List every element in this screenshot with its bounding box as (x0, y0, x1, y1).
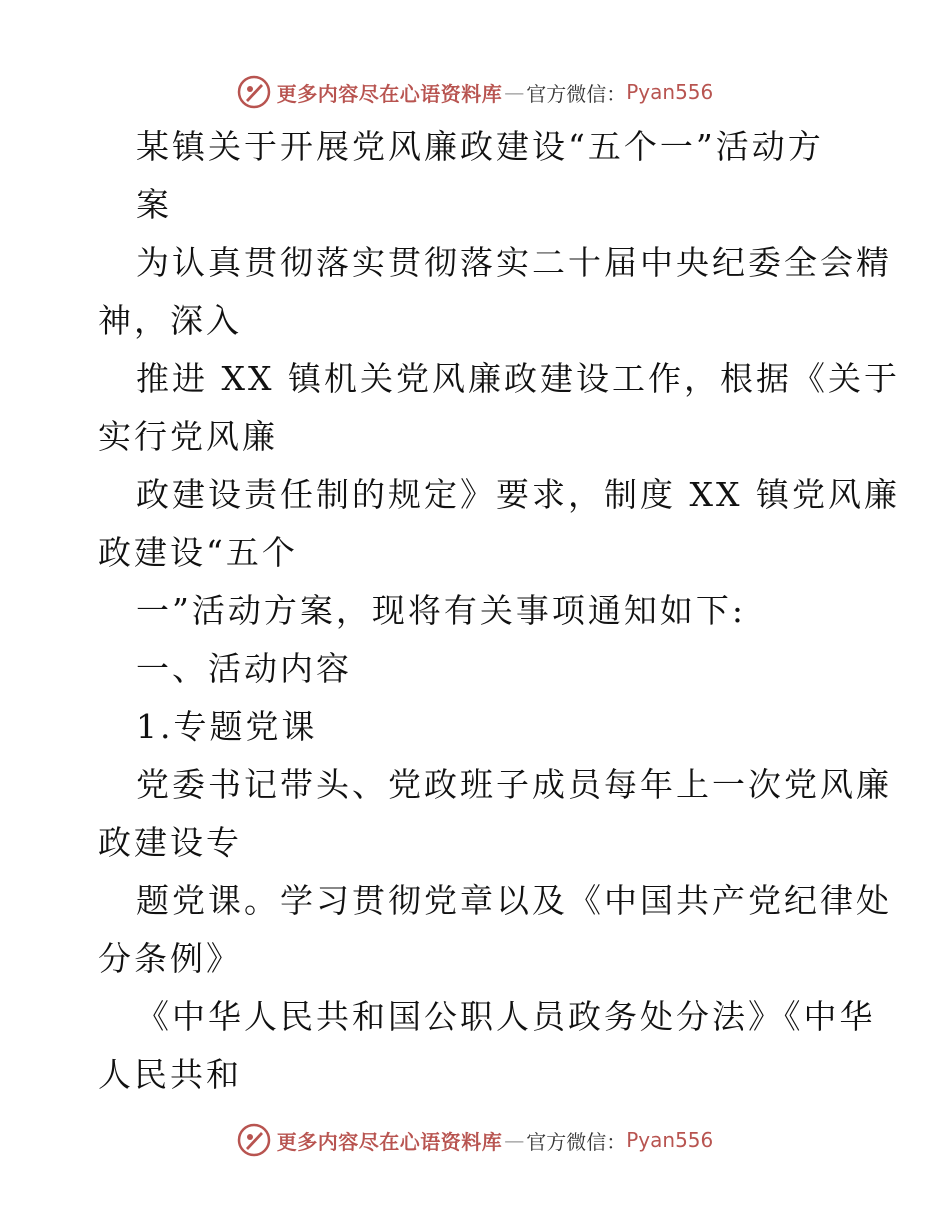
watermark-id: Pyan556 (626, 1128, 714, 1152)
watermark-brand: 更多内容尽在心语资料库 (276, 1129, 503, 1154)
document-line: 实行党风廉 (98, 417, 278, 456)
watermark-label: 官方微信： (526, 81, 627, 106)
watermark-dash: — (504, 80, 525, 104)
document-line: 案 (136, 185, 172, 224)
watermark-brand: 更多内容尽在心语资料库 (276, 81, 503, 106)
document-line: 一、活动内容 (136, 649, 352, 688)
watermark-label: 官方微信： (526, 1129, 627, 1154)
document-line: 神，深入 (98, 301, 242, 340)
document-line: 《中华人民共和国公职人员政务处分法》《中华 (136, 997, 876, 1036)
document-body (98, 118, 900, 1104)
document-line: 分条例》 (98, 939, 242, 978)
document-line: 人民共和 (98, 1055, 242, 1094)
header-watermark (0, 70, 950, 114)
document-line: 党委书记带头、党政班子成员每年上一次党风廉 (136, 765, 892, 804)
quill-logo-icon (237, 1123, 271, 1157)
footer-watermark (0, 1118, 950, 1162)
document-line: 题党课。学习贯彻党章以及《中国共产党纪律处 (136, 881, 892, 920)
watermark-dash: — (504, 1128, 525, 1152)
document-line: 政建设责任制的规定》要求，制度 XX 镇党风廉 (136, 475, 900, 514)
document-line: 推进 XX 镇机关党风廉政建设工作，根据《关于 (136, 359, 900, 398)
document-line: 一”活动方案，现将有关事项通知如下: (136, 591, 746, 630)
document-line: 为认真贯彻落实贯彻落实二十届中央纪委全会精 (136, 243, 892, 282)
document-line: 政建设“五个 (98, 533, 298, 572)
document-line: 1.专题党课 (136, 707, 318, 746)
document-line: 政建设专 (98, 823, 242, 862)
watermark-id: Pyan556 (626, 80, 714, 104)
quill-logo-icon (237, 75, 271, 109)
document-line: 某镇关于开展党风廉政建设“五个一”活动方 (136, 127, 824, 166)
